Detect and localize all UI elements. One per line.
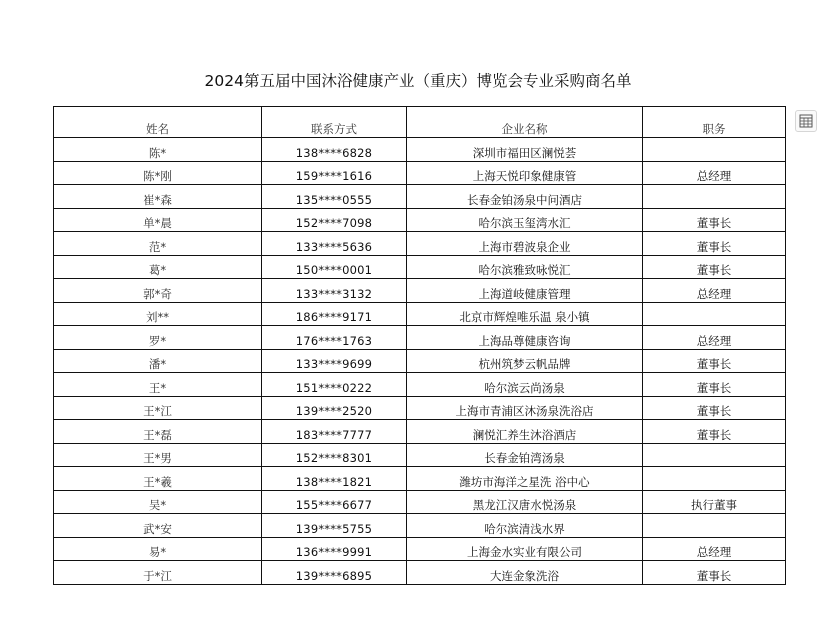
cell-position: 总经理	[643, 537, 786, 561]
cell-company: 上海天悦印象健康管	[407, 161, 643, 185]
cell-contact: 155****6677	[262, 490, 407, 514]
header-contact: 联系方式	[262, 107, 407, 138]
cell-company: 哈尔滨玉玺湾水汇	[407, 208, 643, 232]
cell-company: 深圳市福田区澜悦荟	[407, 138, 643, 162]
cell-position	[643, 467, 786, 491]
cell-company: 北京市辉煌唯乐温 泉小镇	[407, 302, 643, 326]
cell-contact: 133****9699	[262, 349, 407, 373]
table-row	[54, 208, 786, 232]
cell-contact: 176****1763	[262, 326, 407, 350]
cell-name: 葛*	[54, 255, 262, 279]
cell-position: 总经理	[643, 161, 786, 185]
cell-contact: 152****7098	[262, 208, 407, 232]
document-title: 2024第五届中国沐浴健康产业（重庆）博览会专业采购商名单	[204, 72, 632, 90]
cell-position	[643, 185, 786, 209]
cell-position: 总经理	[643, 279, 786, 303]
header-company: 企业名称	[407, 107, 643, 138]
cell-contact: 139****2520	[262, 396, 407, 420]
cell-name: 王*江	[54, 396, 262, 420]
cell-company: 长春金铂汤泉中问酒店	[407, 185, 643, 209]
cell-company: 上海金水实业有限公司	[407, 537, 643, 561]
buyer-list-table	[53, 106, 786, 585]
cell-position: 董事长	[643, 208, 786, 232]
cell-name: 崔*森	[54, 185, 262, 209]
cell-name: 吴*	[54, 490, 262, 514]
table-body	[54, 138, 786, 585]
cell-contact: 133****3132	[262, 279, 407, 303]
cell-contact: 151****0222	[262, 373, 407, 397]
cell-position	[643, 302, 786, 326]
cell-company: 大连金象洗浴	[407, 561, 643, 585]
cell-company: 黑龙江汉唐水悦汤泉	[407, 490, 643, 514]
cell-position: 董事长	[643, 420, 786, 444]
table-row	[54, 514, 786, 538]
header-position: 职务	[643, 107, 786, 138]
cell-position: 董事长	[643, 396, 786, 420]
cell-position: 总经理	[643, 326, 786, 350]
cell-company: 长春金铂湾汤泉	[407, 443, 643, 467]
table-row	[54, 138, 786, 162]
cell-name: 郭*奇	[54, 279, 262, 303]
cell-position: 董事长	[643, 255, 786, 279]
cell-company: 上海市碧波泉企业	[407, 232, 643, 256]
header-name: 姓名	[54, 107, 262, 138]
cell-name: 于*江	[54, 561, 262, 585]
cell-contact: 186****9171	[262, 302, 407, 326]
cell-name: 王*	[54, 373, 262, 397]
cell-name: 陈*刚	[54, 161, 262, 185]
cell-name: 王*羲	[54, 467, 262, 491]
table-row	[54, 326, 786, 350]
cell-company: 杭州筑梦云帆品牌	[407, 349, 643, 373]
table-grid-icon[interactable]	[795, 110, 817, 132]
cell-contact: 133****5636	[262, 232, 407, 256]
table-row	[54, 161, 786, 185]
cell-company: 哈尔滨清浅水界	[407, 514, 643, 538]
table-row	[54, 467, 786, 491]
cell-contact: 138****6828	[262, 138, 407, 162]
cell-name: 王*磊	[54, 420, 262, 444]
cell-company: 澜悦汇养生沐浴酒店	[407, 420, 643, 444]
table-row	[54, 443, 786, 467]
cell-position	[643, 514, 786, 538]
cell-contact: 159****1616	[262, 161, 407, 185]
table-row	[54, 279, 786, 303]
cell-contact: 139****6895	[262, 561, 407, 585]
table-row	[54, 185, 786, 209]
cell-position	[643, 443, 786, 467]
table-header-row	[54, 107, 786, 138]
cell-contact: 150****0001	[262, 255, 407, 279]
cell-contact: 136****9991	[262, 537, 407, 561]
cell-position: 董事长	[643, 232, 786, 256]
cell-name: 潘*	[54, 349, 262, 373]
cell-contact: 152****8301	[262, 443, 407, 467]
cell-contact: 183****7777	[262, 420, 407, 444]
cell-name: 陈*	[54, 138, 262, 162]
cell-contact: 139****5755	[262, 514, 407, 538]
cell-position: 董事长	[643, 349, 786, 373]
cell-name: 王*男	[54, 443, 262, 467]
cell-contact: 135****0555	[262, 185, 407, 209]
table-row	[54, 373, 786, 397]
cell-name: 罗*	[54, 326, 262, 350]
cell-name: 易*	[54, 537, 262, 561]
cell-company: 哈尔滨云尚汤泉	[407, 373, 643, 397]
cell-company: 上海市青浦区沐汤泉洗浴店	[407, 396, 643, 420]
table-row	[54, 349, 786, 373]
cell-contact: 138****1821	[262, 467, 407, 491]
table-row	[54, 232, 786, 256]
table-row	[54, 396, 786, 420]
table-row	[54, 561, 786, 585]
table-row	[54, 255, 786, 279]
cell-name: 单*晨	[54, 208, 262, 232]
cell-position: 董事长	[643, 373, 786, 397]
table-row	[54, 420, 786, 444]
cell-position	[643, 138, 786, 162]
cell-name: 武*安	[54, 514, 262, 538]
cell-company: 潍坊市海洋之星洗 浴中心	[407, 467, 643, 491]
table-row	[54, 537, 786, 561]
table-row	[54, 302, 786, 326]
table-row	[54, 490, 786, 514]
cell-name: 刘**	[54, 302, 262, 326]
cell-company: 上海品尊健康咨询	[407, 326, 643, 350]
cell-name: 范*	[54, 232, 262, 256]
cell-position: 董事长	[643, 561, 786, 585]
cell-position: 执行董事	[643, 490, 786, 514]
cell-company: 上海道岐健康管理	[407, 279, 643, 303]
cell-company: 哈尔滨雅致咏悦汇	[407, 255, 643, 279]
table-grid-icon-glyph	[799, 114, 813, 128]
